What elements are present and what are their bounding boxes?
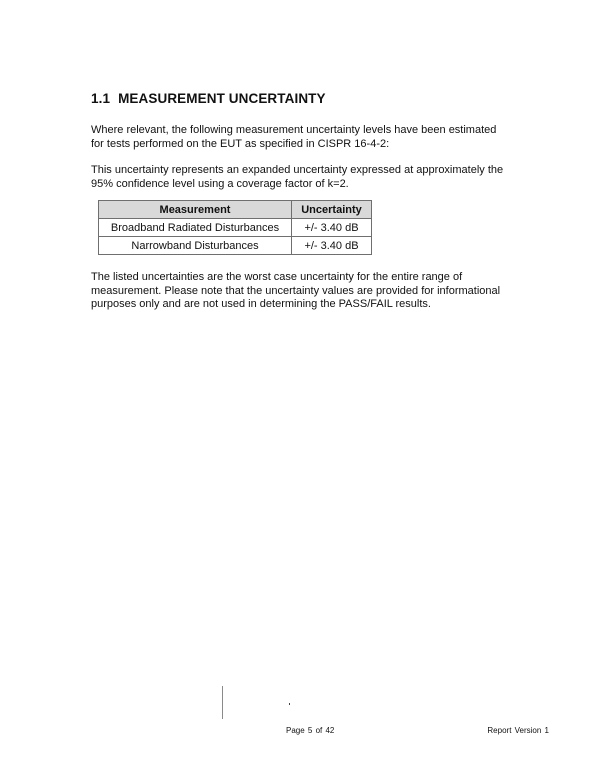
column-header-measurement: Measurement (99, 201, 292, 219)
confidence-paragraph (91, 164, 521, 191)
table-header-row (99, 201, 372, 219)
table-cell-measurement: Broadband Radiated Disturbances (99, 219, 292, 237)
footer-divider (222, 686, 223, 719)
paragraph-line: purposes only and are not used in determining the PASS/FAIL results. (91, 298, 431, 310)
table-cell-uncertainty: +/- 3.40 dB (292, 237, 372, 255)
table-row (99, 237, 372, 255)
table-cell-measurement: Narrowband Disturbances (99, 237, 292, 255)
paragraph-line: The listed uncertainties are the worst case uncertainty for the entire range of (91, 271, 463, 283)
intro-paragraph (91, 124, 521, 151)
disclaimer-paragraph (91, 271, 521, 312)
uncertainty-table (98, 200, 372, 255)
paragraph-line: Where relevant, the following measurement uncertainty levels have been estimated (91, 124, 497, 136)
footer-report-version: Report Version 1 (487, 726, 549, 735)
section-title: MEASUREMENT UNCERTAINTY (118, 91, 326, 106)
paragraph-line: This uncertainty represents an expanded uncertainty expressed at approximately the (91, 164, 504, 176)
section-heading (91, 91, 326, 106)
section-number: 1.1 (91, 91, 111, 106)
footer-page-number: Page 5 of 42 (286, 726, 335, 735)
column-header-uncertainty: Uncertainty (292, 201, 372, 219)
paragraph-line: measurement. Please note that the uncertainty values are provided for informational (91, 284, 501, 297)
footer-mark (289, 703, 290, 705)
table-row (99, 219, 372, 237)
table-cell-uncertainty: +/- 3.40 dB (292, 219, 372, 237)
paragraph-line: 95% confidence level using a coverage factor of k=2. (91, 177, 349, 190)
paragraph-line: for tests performed on the EUT as specified in CISPR 16-4-2: (91, 137, 390, 150)
